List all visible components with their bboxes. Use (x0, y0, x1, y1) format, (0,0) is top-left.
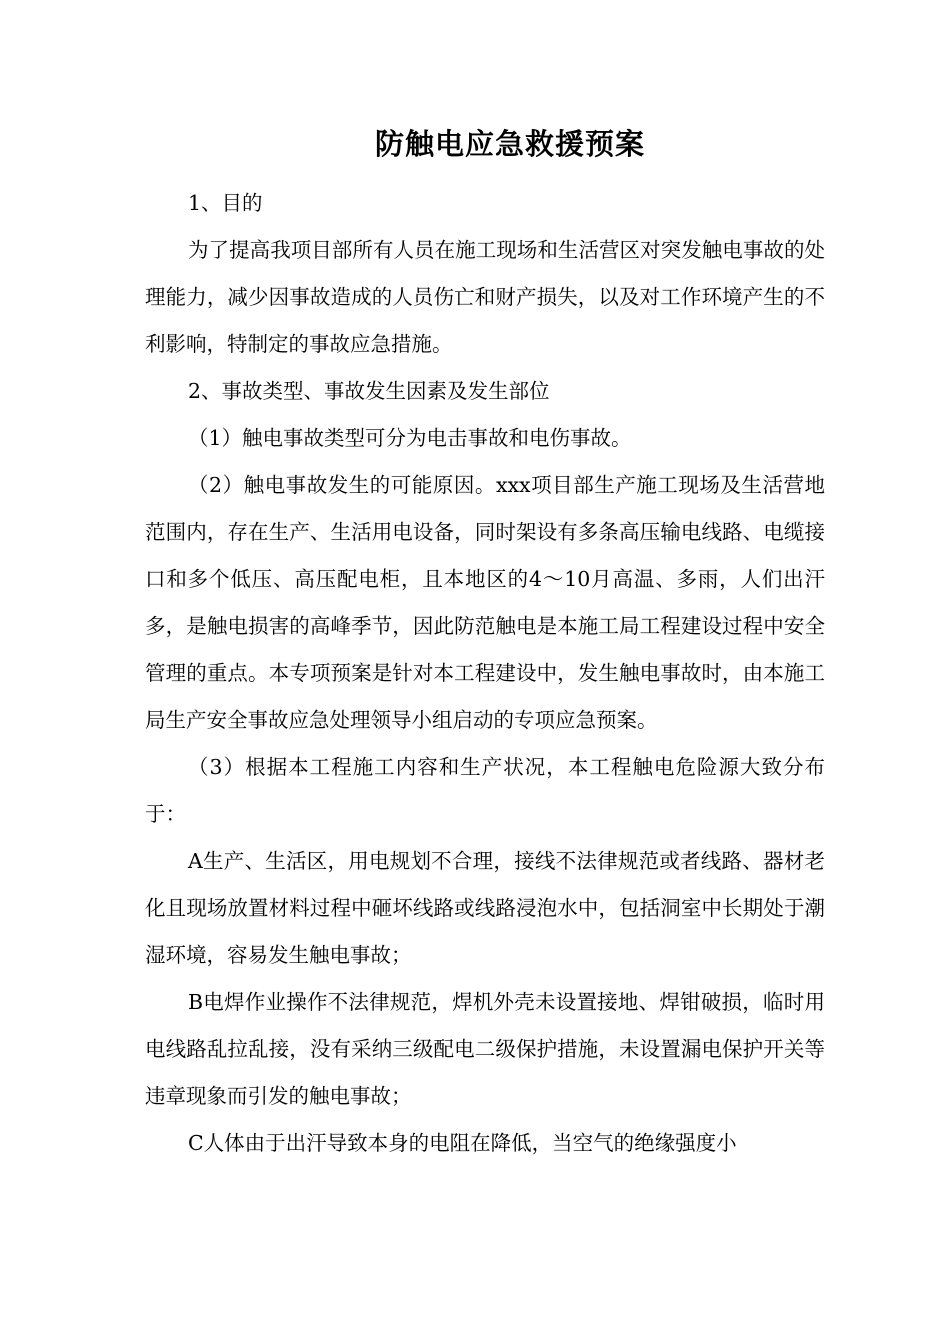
paragraph-item-a: A生产、生活区，用电规划不合理，接线不法律规范或者线路、器材老化且现场放置材料过程中砸坏线路或线路浸泡水中，包括洞室中长期处于潮湿环境，容易发生触电事故； (145, 849, 825, 967)
paragraph-item-1: （1）触电事故类型可分为电击事故和电伤事故。 (188, 426, 632, 450)
document-body (145, 180, 825, 1167)
section-heading-accident-types: 2、事故类型、事故发生因素及发生部位 (188, 379, 550, 403)
paragraph-purpose: 为了提高我项目部所有人员在施工现场和生活营区对突发触电事故的处理能力，减少因事故造成的人员伤亡和财产损失，以及对工作环境产生的不利影响，特制定的事故应急措施。 (145, 238, 825, 356)
document-title: 防触电应急救援预案 (374, 127, 645, 161)
title-area (0, 0, 950, 200)
section-heading-purpose: 1、目的 (188, 191, 263, 215)
paragraph-item-3: （3）根据本工程施工内容和生产状况，本工程触电危险源大致分布于： (145, 755, 825, 826)
paragraph-item-2: （2）触电事故发生的可能原因。xxx项目部生产施工现场及生活营地范围内，存在生产、生活用电设备，同时架设有多条高压输电线路、电缆接口和多个低压、高压配电柜，且本地区的4～10月高温、多雨，人们出汗多，是触电损害的高峰季节，因此防范触电是本施工局工程建设过程中安全管理的重点。本专项预案是针对本工程建设中，发生触电事故时，由本施工局生产安全事故应急处理领导小组启动的专项应急预案。 (145, 473, 825, 732)
paragraph-item-b: B电焊作业操作不法律规范，焊机外壳未设置接地、焊钳破损，临时用电线路乱拉乱接，没有采纳三级配电二级保护措施，未设置漏电保护开关等违章现象而引发的触电事故； (145, 990, 825, 1108)
paragraph-item-c: C人体由于出汗导致本身的电阻在降低，当空气的绝缘强度小 (188, 1131, 737, 1155)
